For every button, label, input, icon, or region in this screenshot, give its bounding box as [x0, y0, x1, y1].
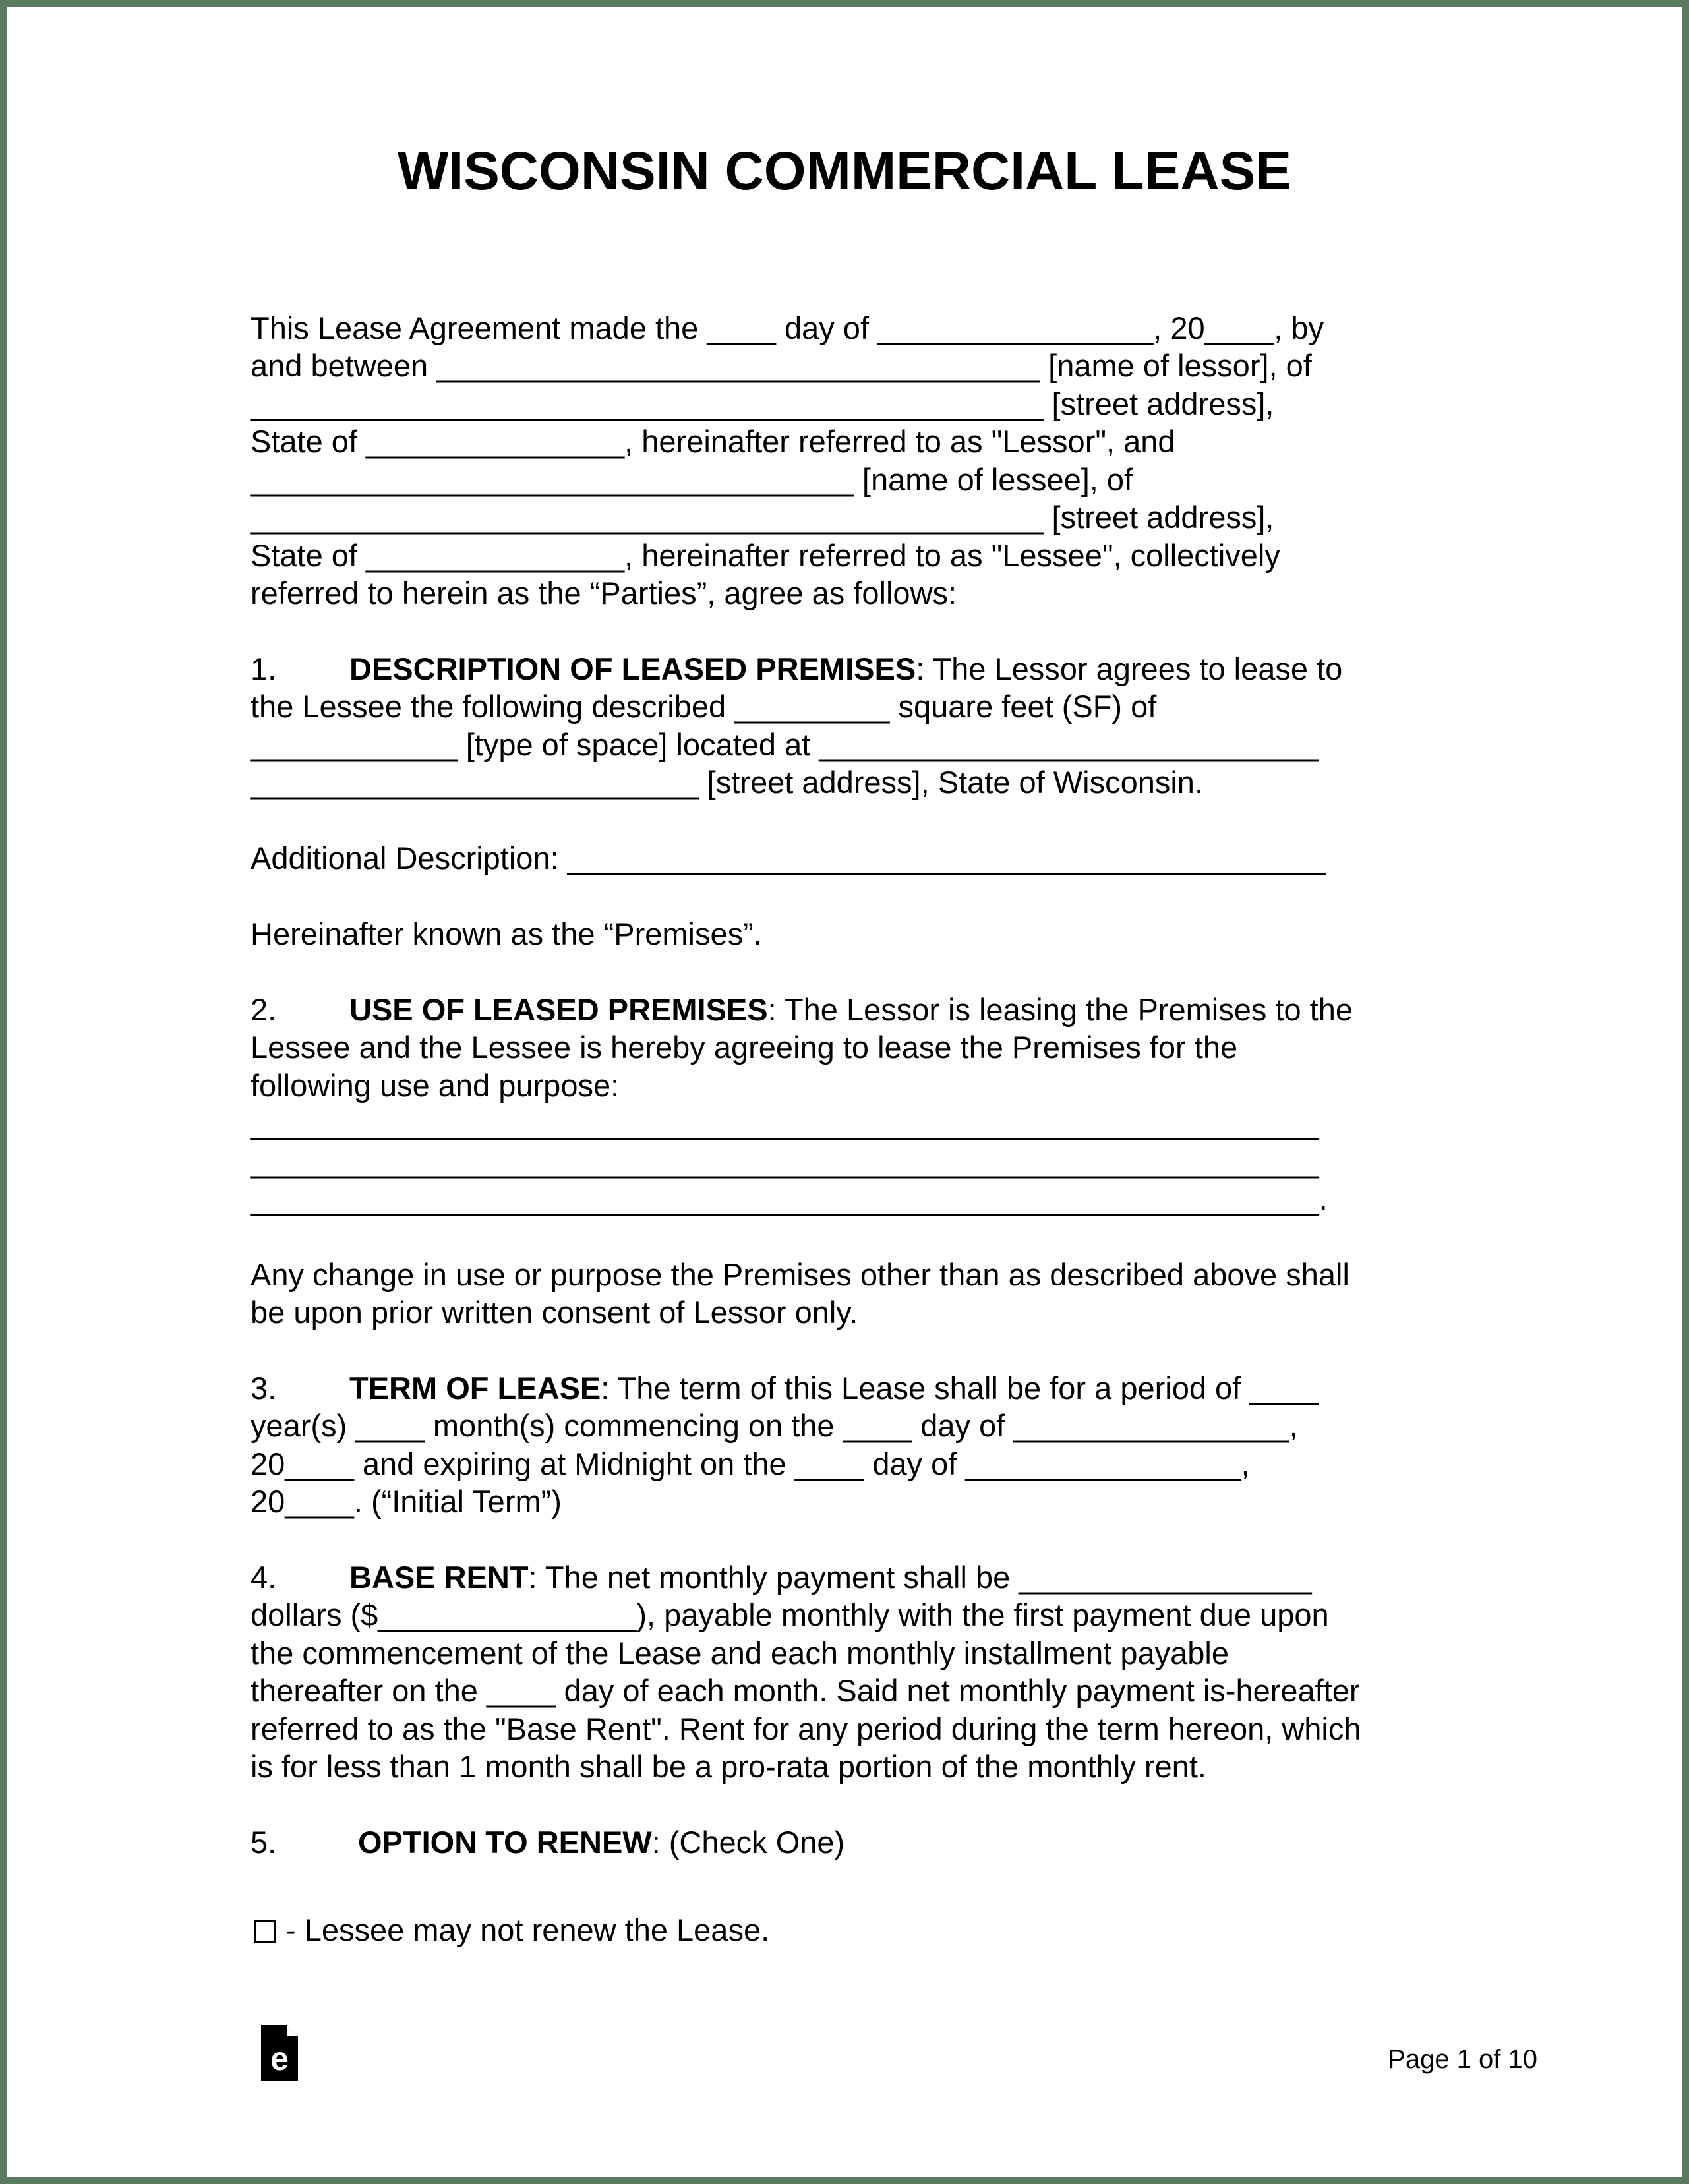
blank-line: ______________________________________________________________.	[251, 1181, 1328, 1216]
section-3-line: year(s) ____ month(s) commencing on the ____ day of ________________,	[251, 1408, 1298, 1443]
section-3-line: 20____ and expiring at Midnight on the ____ day of ________________,	[251, 1446, 1250, 1481]
intro-line: State of _______________, hereinafter referred to as "Lessee", collectively	[251, 538, 1280, 573]
section-2-change-line: Any change in use or purpose the Premises other than as described above shall	[251, 1257, 1349, 1292]
intro-line: and between ___________________________________ [name of lessor], of	[251, 348, 1312, 383]
section-1-line: ____________ [type of space] located at _____________________________	[251, 727, 1319, 762]
section-4-line: dollars ($_______________), payable monthly with the first payment due upon	[251, 1597, 1329, 1632]
section-4-line: the commencement of the Lease and each monthly installment payable	[251, 1636, 1229, 1670]
section-2-heading-line	[251, 991, 1353, 1028]
section-text: : The net monthly payment shall be _________________	[528, 1560, 1312, 1595]
blank-line: ______________________________________________________________	[251, 1144, 1319, 1179]
logo-letter: e	[270, 2040, 289, 2077]
section-4-heading-line	[251, 1559, 1312, 1596]
section-heading: USE OF LEASED PREMISES	[349, 992, 768, 1027]
renew-option-label: - Lessee may not renew the Lease.	[285, 1912, 770, 1947]
renew-option-checkbox[interactable]	[254, 1920, 276, 1943]
section-4-line: referred to as the "Base Rent". Rent for any period during the term hereon, which	[251, 1711, 1361, 1746]
section-text: : (Check One)	[651, 1825, 845, 1860]
section-number: 3.	[251, 1371, 277, 1405]
intro-line: ______________________________________________ [street address],	[251, 386, 1274, 421]
blank-line: ______________________________________________________________	[251, 1106, 1319, 1140]
section-heading: DESCRIPTION OF LEASED PREMISES	[349, 651, 916, 686]
intro-line: This Lease Agreement made the ____ day of ________________, 20____, by	[251, 310, 1324, 345]
intro-line: ______________________________________________ [street address],	[251, 500, 1274, 535]
section-3-line: 20____. (“Initial Term”)	[251, 1484, 562, 1519]
section-4-line: is for less than 1 month shall be a pro-rata portion of the monthly rent.	[251, 1749, 1206, 1784]
intro-line: referred to herein as the “Parties”, agree as follows:	[251, 576, 957, 610]
section-1-heading-line	[251, 651, 1342, 688]
section-heading: TERM OF LEASE	[349, 1371, 601, 1405]
section-number: 4.	[251, 1560, 277, 1595]
renew-option-row	[254, 1912, 769, 1949]
intro-line: ___________________________________ [name of lessee], of	[251, 462, 1133, 497]
section-2-line: Lessee and the Lessee is hereby agreeing to lease the Premises for the	[251, 1030, 1238, 1065]
premises-known-as: Hereinafter known as the “Premises”.	[251, 916, 762, 951]
section-2-change-line: be upon prior written consent of Lessor only.	[251, 1295, 858, 1330]
section-4-line: thereafter on the ____ day of each month. Said net monthly payment is-hereafter	[251, 1673, 1360, 1708]
section-text: : The term of this Lease shall be for a period of ____	[601, 1371, 1319, 1405]
page-number: Page 1 of 10	[1388, 2045, 1537, 2074]
section-number: 2.	[251, 992, 277, 1027]
section-text: : The Lessor agrees to lease to	[916, 651, 1343, 686]
document-logo-icon	[260, 2024, 299, 2082]
section-3-heading-line	[251, 1370, 1319, 1407]
section-5-heading-line	[251, 1824, 844, 1861]
section-1-line: the Lessee the following described _________ square feet (SF) of	[251, 689, 1157, 724]
section-heading: OPTION TO RENEW	[358, 1825, 652, 1860]
section-heading: BASE RENT	[349, 1560, 529, 1595]
section-1-line: __________________________ [street address], State of Wisconsin.	[251, 765, 1203, 800]
document-title: WISCONSIN COMMERCIAL LEASE	[397, 141, 1292, 201]
intro-line: State of _______________, hereinafter referred to as "Lessor", and	[251, 424, 1175, 459]
section-text: : The Lessor is leasing the Premises to the	[767, 992, 1353, 1027]
additional-description: Additional Description: ____________________________________________	[251, 841, 1326, 875]
section-number: 5.	[251, 1825, 277, 1860]
section-2-line: following use and purpose:	[251, 1068, 620, 1103]
section-number: 1.	[251, 651, 277, 686]
